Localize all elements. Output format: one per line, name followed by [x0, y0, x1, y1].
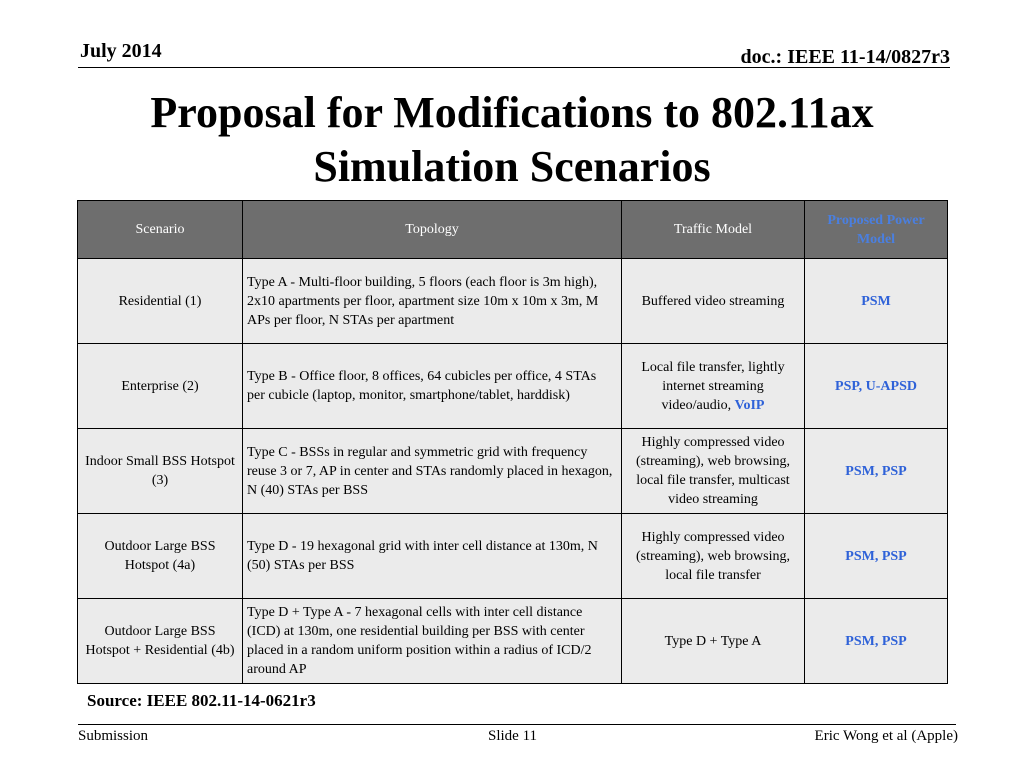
header-doc-number: doc.: IEEE 11-14/0827r3 — [740, 46, 950, 68]
cell-traffic: Type D + Type A — [622, 599, 805, 684]
cell-power-model: PSM, PSP — [805, 429, 948, 514]
header-divider — [78, 67, 950, 68]
cell-traffic-text: Local file transfer, lightly internet streaming video/audio, — [641, 359, 785, 413]
footer-slide-number: Slide 11 — [488, 728, 538, 744]
header-traffic-model: Traffic Model — [622, 201, 805, 259]
cell-scenario: Residential (1) — [78, 259, 243, 344]
cell-traffic-highlight: VoIP — [734, 397, 765, 413]
header-proposed-power-model: Proposed Power Model — [805, 201, 948, 259]
cell-topology: Type D - 19 hexagonal grid with inter cell distance at 130m, N (50) STAs per BSS — [243, 514, 622, 599]
cell-topology: Type A - Multi-floor building, 5 floors (each floor is 3m high), 2x10 apartments per floor, apartment size 10m x 10m x 3m, M APs per floor, N STAs per apartment — [243, 259, 622, 344]
header-topology: Topology — [243, 201, 622, 259]
cell-topology: Type B - Office floor, 8 offices, 64 cubicles per office, 4 STAs per cubicle (laptop, monitor, smartphone/tablet, harddisk) — [243, 344, 622, 429]
source-citation: Source: IEEE 802.11-14-0621r3 — [87, 691, 316, 710]
cell-scenario: Outdoor Large BSS Hotspot + Residential (4b) — [78, 599, 243, 684]
cell-power-model: PSM, PSP — [805, 599, 948, 684]
cell-topology: Type D + Type A - 7 hexagonal cells with inter cell distance (ICD) at 130m, one residential building per BSS with center placed in a random uniform position within a radius of ICD/2 around AP — [243, 599, 622, 684]
table-row — [78, 344, 948, 429]
slide-title-line-2: Simulation Scenarios — [313, 142, 711, 191]
cell-scenario: Enterprise (2) — [78, 344, 243, 429]
cell-power-model: PSM — [805, 259, 948, 344]
footer-submission: Submission — [78, 728, 149, 744]
table-row — [78, 599, 948, 684]
cell-scenario: Indoor Small BSS Hotspot (3) — [78, 429, 243, 514]
cell-traffic: Buffered video streaming — [622, 259, 805, 344]
cell-power-model: PSP, U-APSD — [805, 344, 948, 429]
table-row — [78, 514, 948, 599]
header-scenario: Scenario — [78, 201, 243, 259]
footer-divider — [78, 724, 956, 725]
scenario-table — [77, 200, 948, 684]
cell-topology: Type C - BSSs in regular and symmetric grid with frequency reuse 3 or 7, AP in center and STAs randomly placed in hexagon, N (40) STAs per BSS — [243, 429, 622, 514]
table-row — [78, 429, 948, 514]
table-row — [78, 259, 948, 344]
header-date: July 2014 — [80, 40, 162, 62]
table-header-row — [78, 201, 948, 259]
slide-title — [60, 86, 964, 194]
cell-scenario: Outdoor Large BSS Hotspot (4a) — [78, 514, 243, 599]
cell-traffic: Highly compressed video (streaming), web browsing, local file transfer — [622, 514, 805, 599]
cell-traffic — [622, 344, 805, 429]
cell-power-model: PSM, PSP — [805, 514, 948, 599]
footer-author: Eric Wong et al (Apple) — [814, 728, 958, 744]
cell-traffic: Highly compressed video (streaming), web browsing, local file transfer, multicast video streaming — [622, 429, 805, 514]
slide-title-line-1: Proposal for Modifications to 802.11ax — [150, 88, 874, 137]
